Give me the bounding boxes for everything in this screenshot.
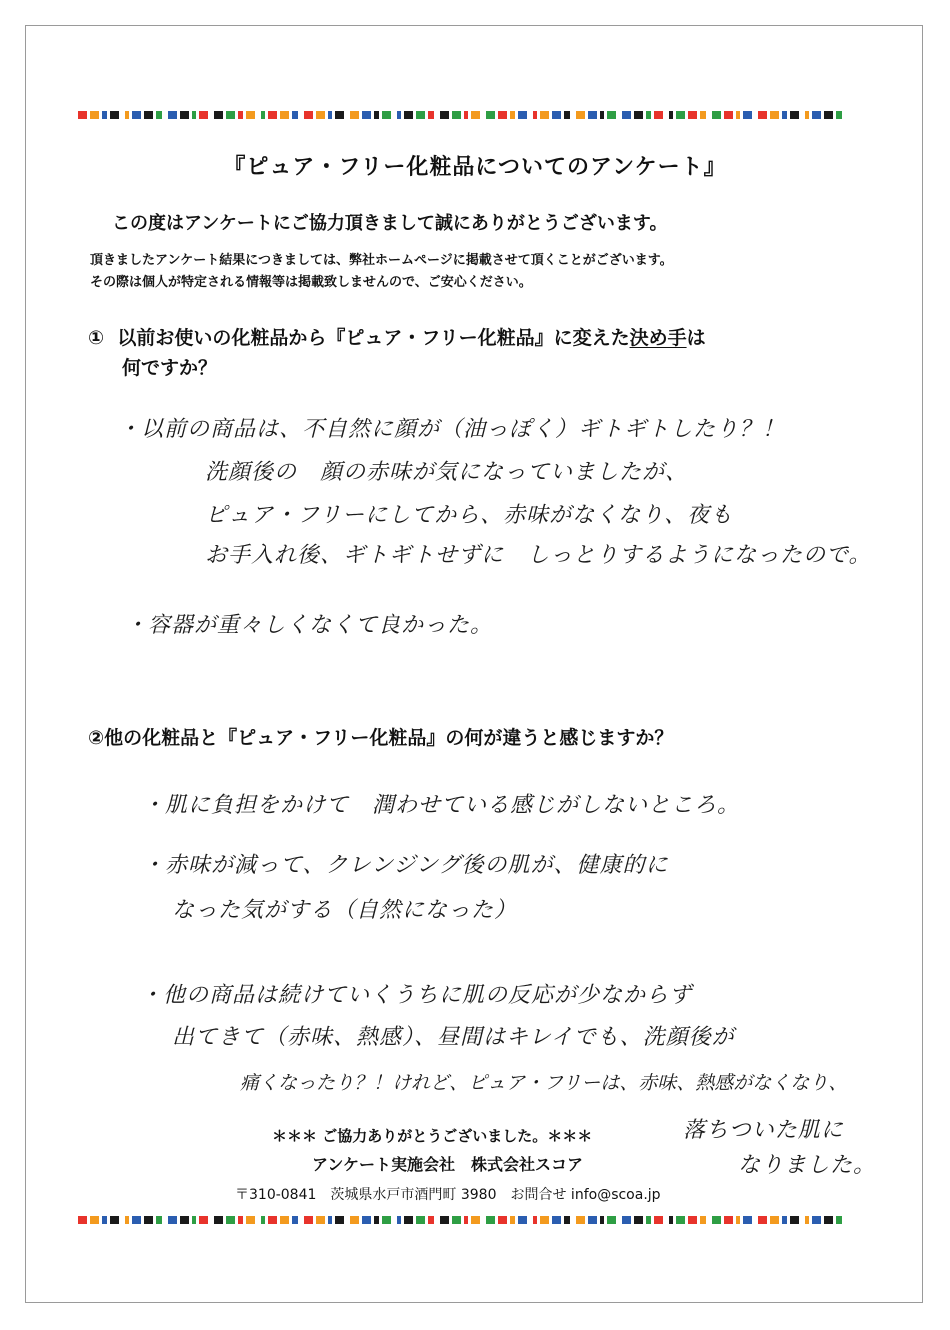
answer-1-line-4: お手入れ後、ギトギトせずに しっとりするようになったので。 [205,543,872,568]
decorative-dot [440,1216,449,1224]
decorative-dot-border-top [78,109,848,121]
decorative-dot [292,111,298,119]
decorative-dot [758,1216,767,1224]
decorative-dot [280,111,289,119]
decorative-dot [214,1216,223,1224]
decorative-dot [654,1216,663,1224]
decorative-dot [510,1216,515,1224]
answer-2-line-3: なった気がする（自然になった） [172,898,518,923]
decorative-dot [533,111,537,119]
decorative-dot [712,1216,721,1224]
decorative-dot [588,1216,597,1224]
decorative-dot [238,1216,243,1224]
decorative-dot [724,1216,733,1224]
decorative-dot [743,111,752,119]
decorative-dot [214,111,223,119]
decorative-dot [110,1216,119,1224]
question-1-text: 以前お使いの化粧品から『ピュア・フリー化粧品』に変えた [117,327,630,349]
answer-2-line-6: 痛くなったり？！けれど、ピュア・フリーは、赤味、熱感がなくなり、 [240,1072,848,1094]
decorative-dot [90,1216,99,1224]
decorative-dot [518,111,527,119]
decorative-dot [316,111,325,119]
decorative-dot [168,1216,177,1224]
answer-2-line-4: ・他の商品は続けていくうちに肌の反応が少なからず [140,983,693,1008]
answer-1-line-2: 洗顔後の 顔の赤味が気になっていましたが、 [205,460,689,485]
decorative-dot [335,111,344,119]
decorative-dot [304,1216,313,1224]
decorative-dot [328,111,332,119]
decorative-dot [328,1216,332,1224]
answer-2-line-8: なりました。 [738,1153,877,1178]
decorative-dot [552,1216,561,1224]
decorative-dot [362,111,371,119]
decorative-dot [110,111,119,119]
decorative-dot [564,111,570,119]
publication-note-2: その際は個人が特定される情報等は掲載致しませんので、ご安心ください。 [90,275,532,290]
decorative-dot [168,111,177,119]
decorative-dot [498,1216,507,1224]
decorative-dot [78,111,87,119]
decorative-dot [404,111,413,119]
decorative-dot [304,111,313,119]
decorative-dot [533,1216,537,1224]
decorative-dot [464,111,468,119]
decorative-dot [812,1216,821,1224]
decorative-dot [836,1216,842,1224]
decorative-dot [382,1216,391,1224]
decorative-dot [782,111,787,119]
decorative-dot [486,111,495,119]
decorative-dot [736,1216,740,1224]
decorative-dot [144,111,153,119]
decorative-dot [374,1216,379,1224]
decorative-dot [78,1216,87,1224]
decorative-dot [812,111,821,119]
decorative-dot [192,111,196,119]
decorative-dot [428,1216,434,1224]
decorative-dot [669,1216,673,1224]
decorative-dot [518,1216,527,1224]
decorative-dot [362,1216,371,1224]
survey-title: 『ピュア・フリー化粧品についてのアンケート』 [223,155,727,180]
decorative-dot [246,111,255,119]
decorative-dot [90,111,99,119]
answer-1-line-1: ・以前の商品は、不自然に顔が（油っぽく）ギトギトしたり？！ [118,417,786,442]
decorative-dot [510,111,515,119]
question-1-text-end: は [686,327,706,349]
decorative-dot [790,1216,799,1224]
decorative-dot [404,1216,413,1224]
decorative-dot [268,111,277,119]
decorative-dot [712,111,721,119]
decorative-dot [646,111,651,119]
decorative-dot [676,1216,685,1224]
question-1-underlined: 決め手 [629,327,687,349]
decorative-dot [770,111,779,119]
decorative-dot [676,111,685,119]
decorative-dot [824,111,833,119]
decorative-dot [600,111,604,119]
decorative-dot [622,111,631,119]
decorative-dot [125,111,129,119]
decorative-dot [180,111,189,119]
decorative-dot [688,1216,697,1224]
decorative-dot [588,111,597,119]
decorative-dot [724,111,733,119]
decorative-dot [576,111,585,119]
footer-thanks: ＊＊＊ ご協力ありがとうございました。＊＊＊ [272,1127,593,1145]
footer-company: アンケート実施会社 株式会社スコア [312,1155,584,1174]
decorative-dot [261,111,265,119]
decorative-dot [132,111,141,119]
decorative-dot [736,111,740,119]
decorative-dot [688,111,697,119]
decorative-dot [452,111,461,119]
decorative-dot [382,111,391,119]
question-1 [88,323,706,383]
decorative-dot [226,1216,235,1224]
decorative-dot [770,1216,779,1224]
decorative-dot [199,111,208,119]
decorative-dot [261,1216,265,1224]
decorative-dot [416,111,425,119]
decorative-dot [471,111,480,119]
decorative-dot [440,111,449,119]
decorative-dot [125,1216,129,1224]
thanks-message: この度はアンケートにご協力頂きまして誠にありがとうございます。 [112,213,668,234]
decorative-dot [634,1216,643,1224]
decorative-dot [292,1216,298,1224]
decorative-dot [428,111,434,119]
answer-2-line-7: 落ちついた肌に [683,1118,844,1143]
decorative-dot [824,1216,833,1224]
decorative-dot [634,111,643,119]
decorative-dot [350,1216,359,1224]
decorative-dot [782,1216,787,1224]
decorative-dot [280,1216,289,1224]
decorative-dot [192,1216,196,1224]
decorative-dot-border-bottom [78,1214,848,1226]
decorative-dot [600,1216,604,1224]
decorative-dot [452,1216,461,1224]
decorative-dot [498,111,507,119]
decorative-dot [552,111,561,119]
decorative-dot [144,1216,153,1224]
decorative-dot [156,1216,162,1224]
decorative-dot [226,111,235,119]
decorative-dot [743,1216,752,1224]
answer-2-line-1: ・肌に負担をかけて 潤わせている感じがしないところ。 [142,793,741,818]
decorative-dot [397,111,401,119]
decorative-dot [180,1216,189,1224]
decorative-dot [805,1216,809,1224]
decorative-dot [268,1216,277,1224]
footer-address: 〒310-0841 茨城県水戸市酒門町 3980 お問合せ info@scoa.jp [235,1187,661,1203]
decorative-dot [374,111,379,119]
question-2: ②他の化粧品と『ピュア・フリー化粧品』の何が違うと感じますか？ [88,727,674,749]
decorative-dot [646,1216,651,1224]
decorative-dot [350,111,359,119]
decorative-dot [700,111,706,119]
decorative-dot [622,1216,631,1224]
decorative-dot [102,111,107,119]
answer-2-line-2: ・赤味が減って、クレンジング後の肌が、健康的に [142,853,669,878]
decorative-dot [540,1216,549,1224]
decorative-dot [607,111,616,119]
decorative-dot [564,1216,570,1224]
question-1-number: ① [88,327,105,349]
decorative-dot [132,1216,141,1224]
decorative-dot [102,1216,107,1224]
decorative-dot [486,1216,495,1224]
question-1-line2: 何ですか？ [122,357,218,379]
decorative-dot [669,111,673,119]
decorative-dot [790,111,799,119]
decorative-dot [758,111,767,119]
decorative-dot [471,1216,480,1224]
answer-2-line-5: 出てきて（赤味、熱感）、昼間はキレイでも、洗顔後が [172,1025,735,1050]
decorative-dot [416,1216,425,1224]
decorative-dot [836,111,842,119]
publication-note-1: 頂きましたアンケート結果につきましては、弊社ホームページに掲載させて頂くことがございます。 [90,253,673,268]
decorative-dot [576,1216,585,1224]
answer-1-line-5: ・容器が重々しくなくて良かった。 [125,613,494,638]
decorative-dot [700,1216,706,1224]
decorative-dot [540,111,549,119]
decorative-dot [238,111,243,119]
decorative-dot [805,111,809,119]
decorative-dot [654,111,663,119]
decorative-dot [156,111,162,119]
decorative-dot [246,1216,255,1224]
decorative-dot [335,1216,344,1224]
decorative-dot [397,1216,401,1224]
decorative-dot [464,1216,468,1224]
decorative-dot [607,1216,616,1224]
answer-1-line-3: ピュア・フリーにしてから、赤味がなくなり、夜も [205,503,734,528]
decorative-dot [316,1216,325,1224]
decorative-dot [199,1216,208,1224]
